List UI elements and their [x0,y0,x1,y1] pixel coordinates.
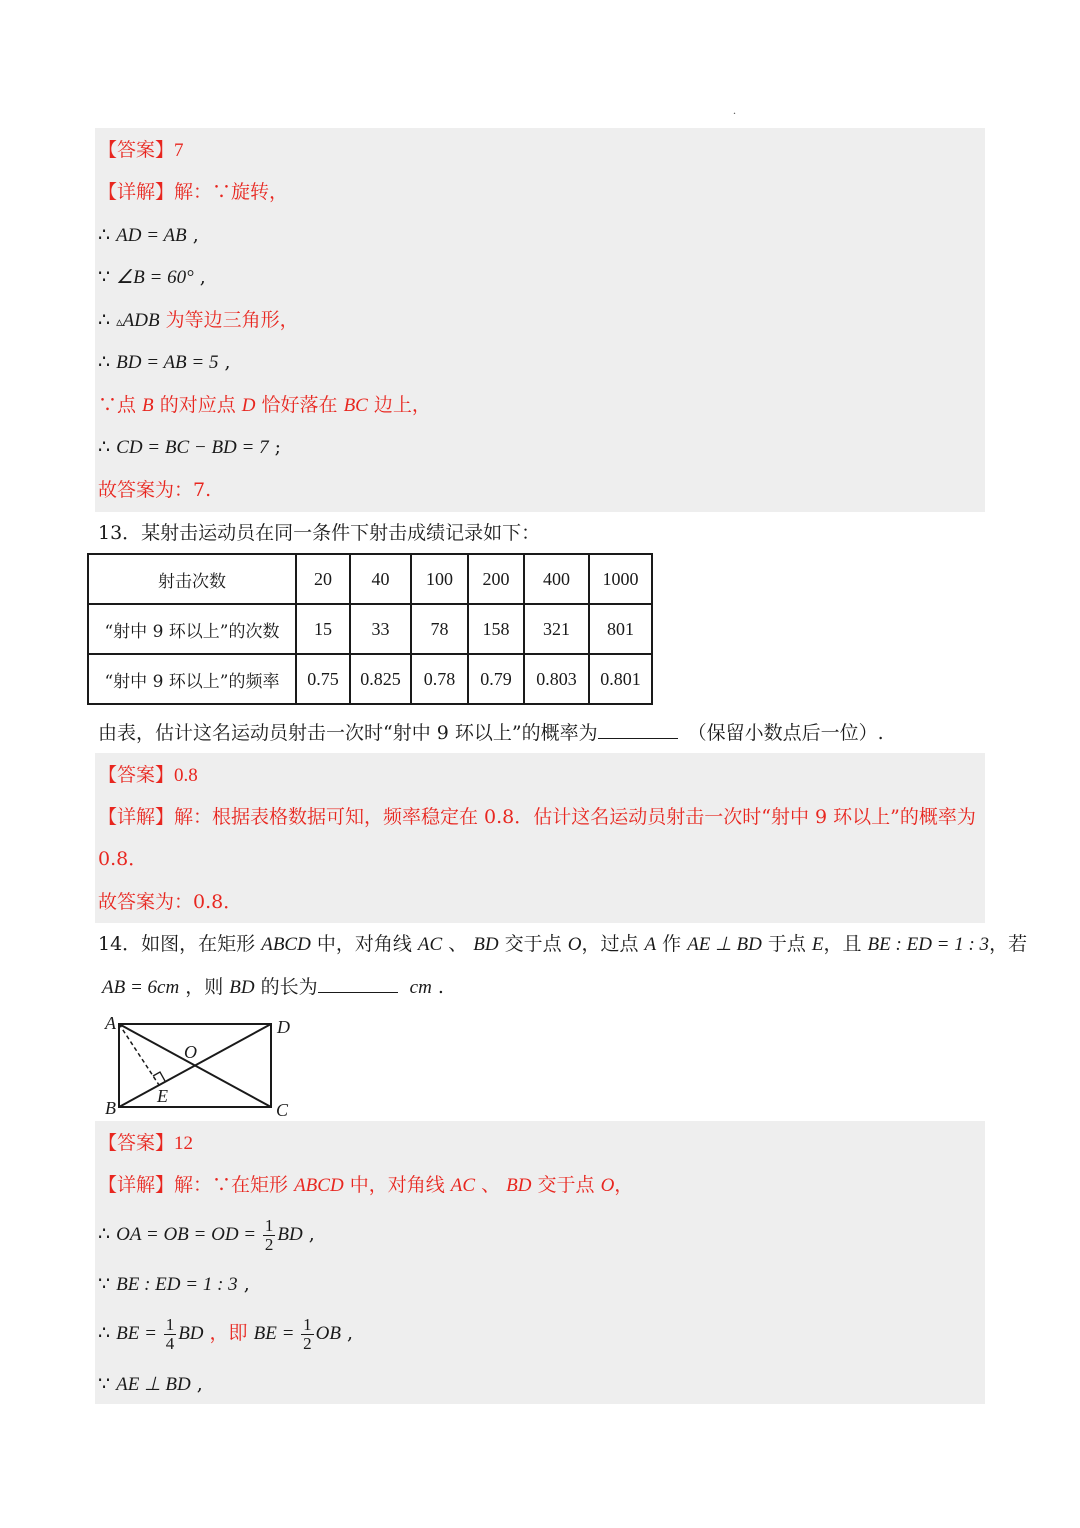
fraction: $\frac{1}{4}$ [165,1314,175,1353]
table-cell: 801 [589,604,652,654]
rectangle-figure [98,1010,308,1122]
q13-question-line: 由表，估计这名运动员射击一次时“射中 9 环以上”的概率为 （保留小数点后一位）. [98,716,884,748]
table-cell: 0.803 [524,654,589,704]
q13-detail-line: 【详解】解：根据表格数据可知，频率稳定在 0.8．估计这名运动员射击一次时“射中 9 环以上”的概率为 [98,806,976,828]
label-e: E [157,1086,168,1106]
q13-detail-line2: 0.8． [98,848,148,870]
table-cell: 100 [411,554,468,604]
table-cell: 0.79 [468,654,524,704]
table-cell: 20 [296,554,350,604]
table-cell: 0.78 [411,654,468,704]
fraction: $\frac{1}{2}$ [303,1314,312,1353]
q13-final-answer: 故答案为：0.8． [98,891,243,913]
table-cell: “射中 9 环以上”的次数 [88,604,296,654]
q12-step-ad-ab: ∴ AD = AB , [98,224,199,246]
table-cell: 射击次数 [88,554,296,604]
q14-detail-line: 【详解】解：∵在矩形 ABCD 中，对角线 AC 、 BD 交于点 O， [98,1174,634,1196]
q12-final-answer: 故答案为：7. [98,479,212,501]
q14-step-oa-ob: ∴ OA = OB = OD = $\frac{1}{2}$ BD , [98,1215,315,1254]
q14-answer-line: 【答案】12 [98,1132,194,1154]
q13-stem: 13．某射击运动员在同一条件下射击成绩记录如下： [98,522,541,544]
q14-step-ratio: ∵ BE : ED = 1 : 3 , [98,1273,250,1295]
table-cell: 40 [350,554,411,604]
q12-answer-line: 【答案】7 [98,139,184,161]
q14-stem-line1: 14．如图，在矩形 ABCD 中，对角线 AC 、 BD 交于点 O，过点 A 作 AE ⊥ BD 于点 E，且 BE : ED = 1 : 3，若 [98,933,1028,955]
table-cell: 321 [524,604,589,654]
q14-step-be: ∴ BE = $\frac{1}{4}$ BD ，即 BE = $\frac{1}{2}$ OB , [98,1314,354,1353]
q13-table [87,553,653,705]
q13-answer-line: 【答案】0.8 [98,764,198,786]
table-cell: 0.801 [589,654,652,704]
table-row [88,554,652,604]
table-cell: “射中 9 环以上”的频率 [88,654,296,704]
label-a: A [105,1013,116,1033]
table-cell: 400 [524,554,589,604]
label-c: C [276,1100,289,1120]
q14-step-perp: ∵ AE ⊥ BD , [98,1373,203,1395]
label-o: O [184,1042,197,1062]
header-dot: . [733,103,736,117]
table-cell: 200 [468,554,524,604]
q14-answer-panel [95,1121,985,1404]
fraction: $\frac{1}{2}$ [264,1215,274,1254]
table-cell: 78 [411,604,468,654]
q12-detail-line: 【详解】解：∵旋转， [98,181,289,203]
q12-step-cd: ∴ CD = BC − BD = 7 ; [98,436,282,458]
table-cell: 0.825 [350,654,411,704]
table-row [88,654,652,704]
q12-step-angle-b: ∵ ∠B = 60° , [98,266,206,288]
table-row [88,604,652,654]
q12-step-point-d: ∵点 B 的对应点 D 恰好落在 BC 边上， [98,394,431,416]
table-cell: 15 [296,604,350,654]
q12-step-bd: ∴ BD = AB = 5 , [98,351,231,373]
table-cell: 1000 [589,554,652,604]
table-cell: 33 [350,604,411,654]
answer-blank [318,970,398,993]
q14-stem-line2: AB = 6cm ，则 BD 的长为 cm . [102,970,444,1002]
label-d: D [277,1017,290,1037]
label-b: B [105,1098,116,1118]
table-cell: 158 [468,604,524,654]
table-cell: 0.75 [296,654,350,704]
q12-step-equilateral: ∴ ▵ADB 为等边三角形， [98,309,299,331]
answer-blank [598,716,678,739]
